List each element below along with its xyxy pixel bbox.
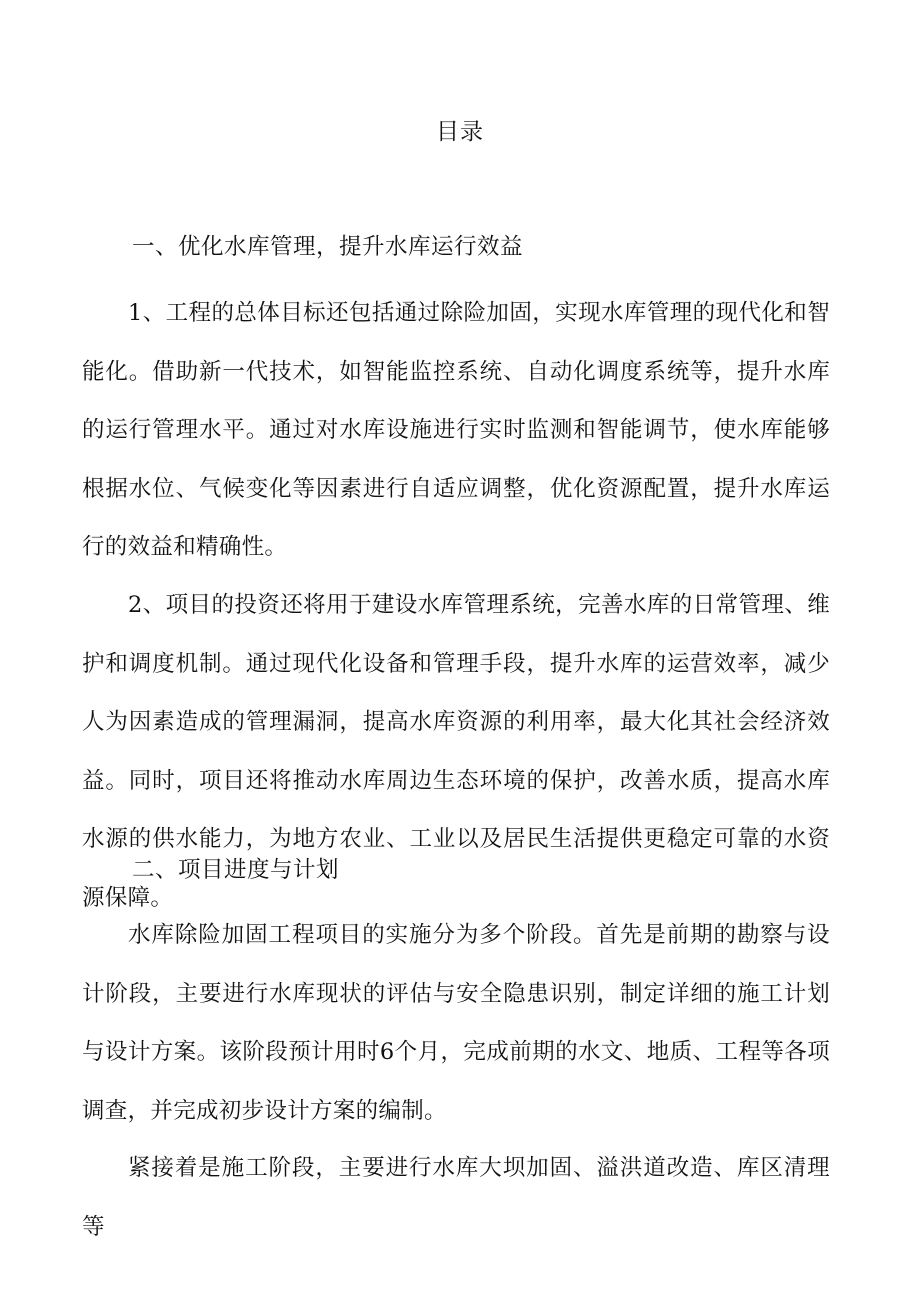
section-2-paragraph-1: 水库除险加固工程项目的实施分为多个阶段。首先是前期的勘察与设计阶段，主要进行水库现状的评估与安全隐患识别，制定详细的施工计划与设计方案。该阶段预计用时6个月，完成前期的水文、地质、工程等各项调查，并完成初步设计方案的编制。 xyxy=(82,922,830,1124)
section-1-paragraph-1: 1、工程的总体目标还包括通过除险加固，实现水库管理的现代化和智能化。借助新一代技术，如智能监控系统、自动化调度系统等，提升水库的运行管理水平。通过对水库设施进行实时监测和智能调节，使水库能够根据水位、气候变化等因素进行自适应调整，优化资源配置，提升水库运行的效益和精确性。 xyxy=(82,300,830,560)
section-2-paragraph-2: 紧接着是施工阶段，主要进行水库大坝加固、溢洪道改造、库区清理等 xyxy=(82,1155,830,1240)
section-1-paragraph-2: 2、项目的投资还将用于建设水库管理系统，完善水库的日常管理、维护和调度机制。通过现代化设备和管理手段，提升水库的运营效率，减少人为因素造成的管理漏洞，提高水库资源的利用率，最大化其社会经济效益。同时，项目还将推动水库周边生态环境的保护，改善水质，提高水库水源的供水能力，为地方农业、工业以及居民生活提供更稳定可靠的水资源保障。 xyxy=(82,592,830,911)
section-heading-1: 一、优化水库管理，提升水库运行效益 xyxy=(132,234,524,260)
section-heading-2: 二、项目进度与计划 xyxy=(132,857,340,883)
page-title: 目录 xyxy=(436,119,484,145)
